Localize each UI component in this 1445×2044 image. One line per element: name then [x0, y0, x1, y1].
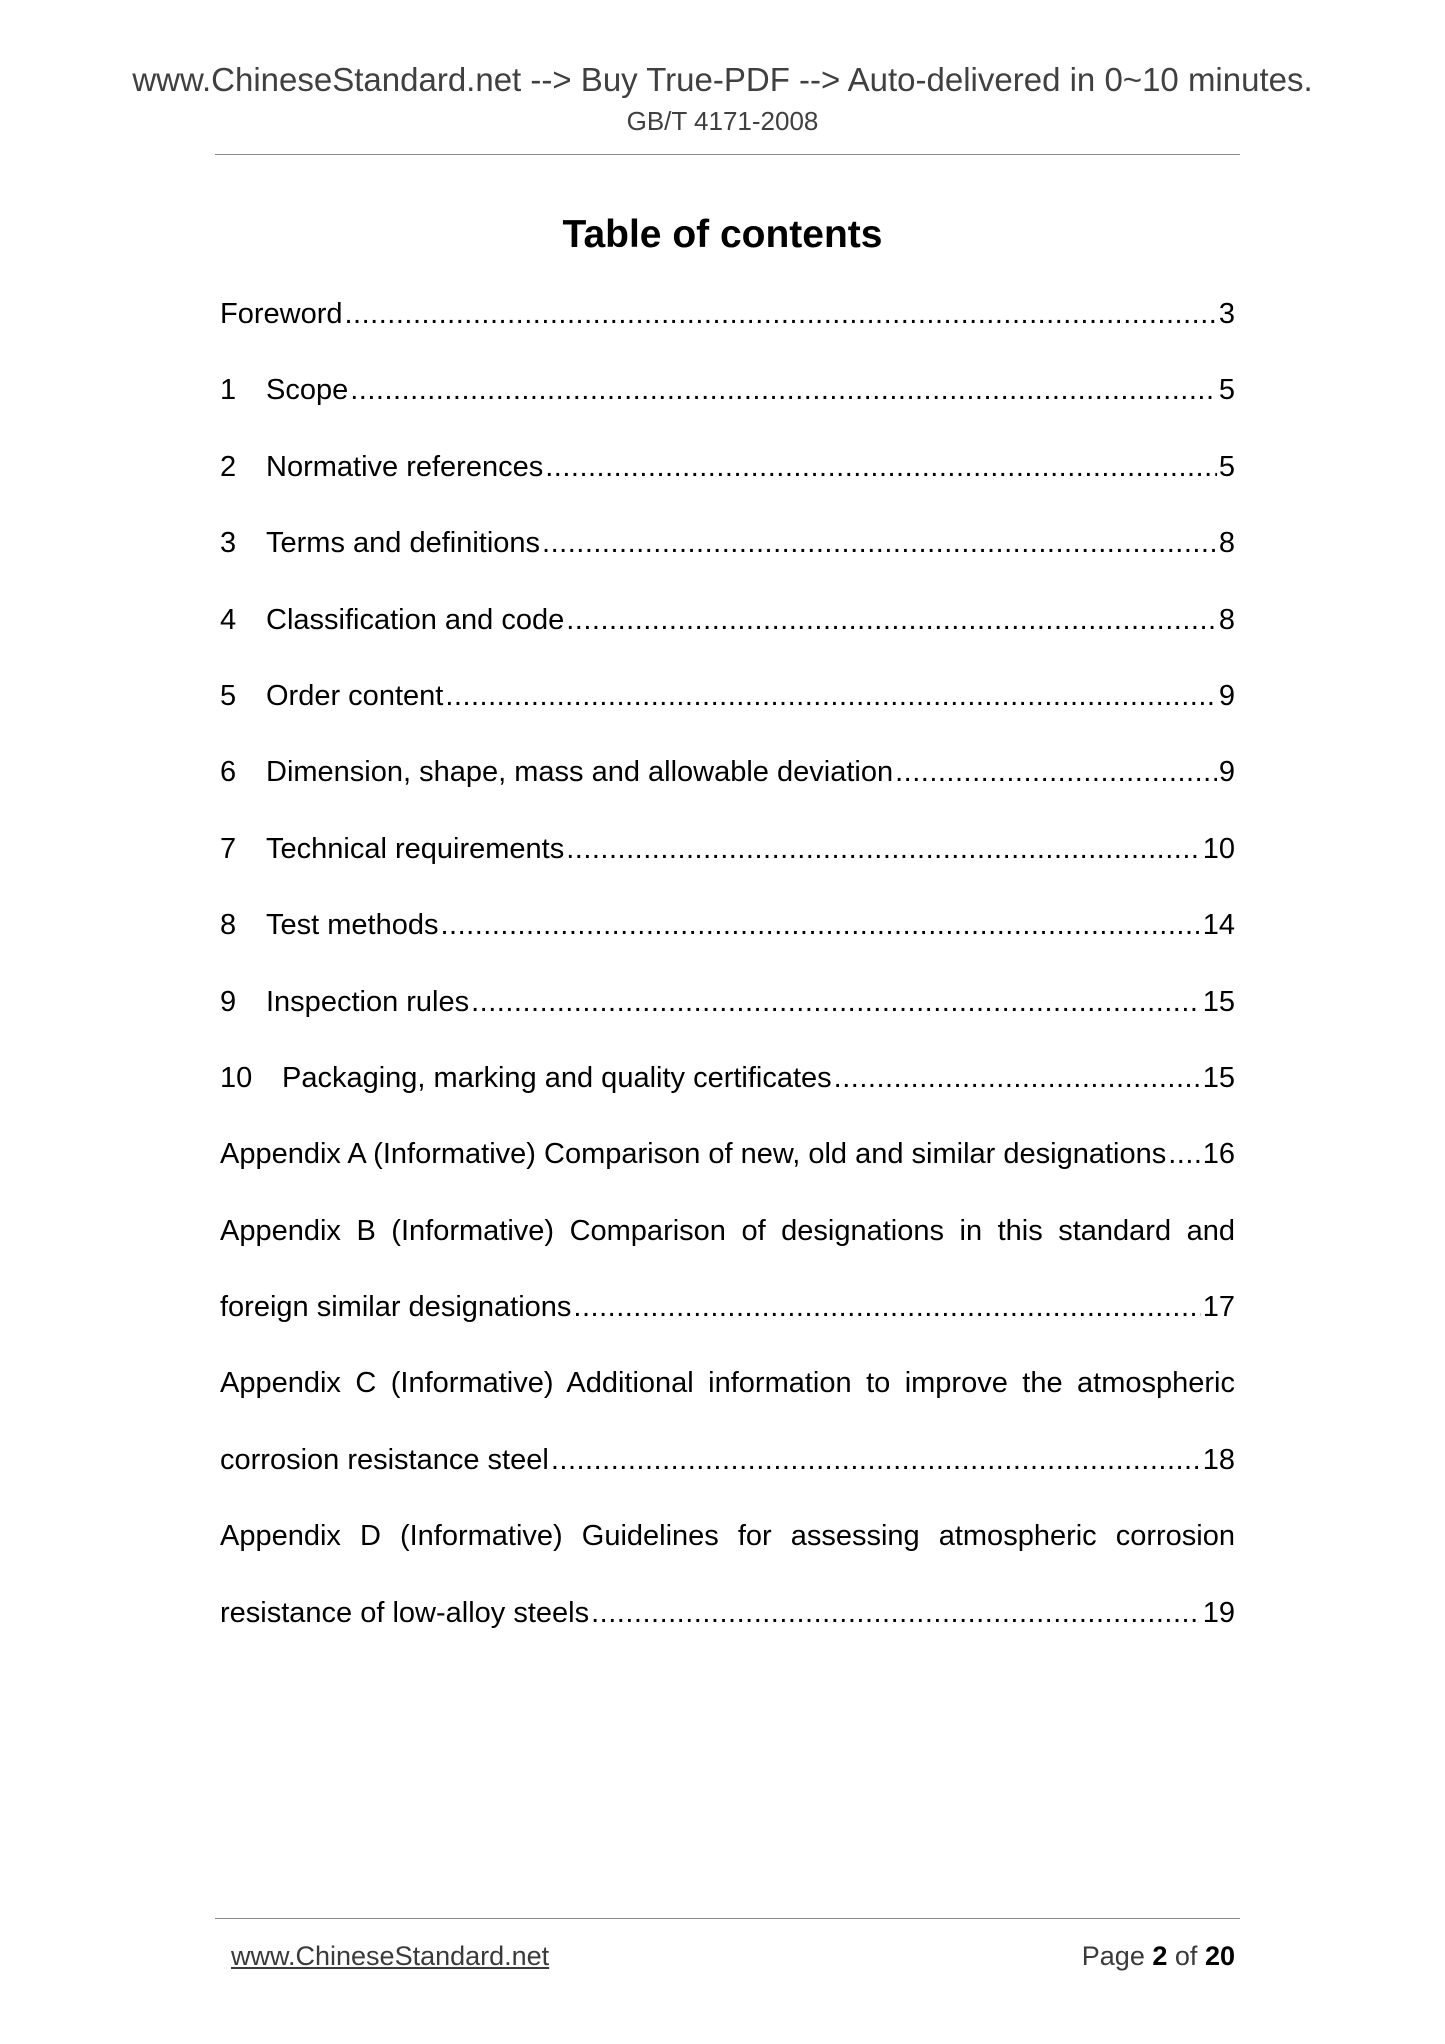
toc-entry-appendix-c[interactable]: [220, 1361, 1235, 1437]
toc-entry-label: Classification and code: [266, 603, 565, 636]
toc-entry-page: 15: [1202, 985, 1235, 1018]
toc-entry-foreword[interactable]: [220, 292, 1235, 368]
page-total: 20: [1204, 1941, 1235, 1971]
toc-entry-label: Packaging, marking and quality certificates: [282, 1061, 832, 1094]
toc-entry-page: 17: [1202, 1291, 1235, 1324]
toc-entry-classification-code[interactable]: [220, 598, 1235, 674]
toc-entry-page: 8: [1218, 527, 1235, 560]
toc-entry-number: 7: [220, 832, 237, 865]
toc-entry-page: 9: [1218, 756, 1235, 789]
toc-entry-page: 5: [1218, 450, 1235, 483]
toc-entry-label: Test methods: [266, 909, 439, 942]
toc-entry-number: 1: [220, 374, 237, 407]
toc-entry-label-continued: corrosion resistance steel: [220, 1438, 549, 1482]
toc-entry-label: Appendix C (Informative) Additional information to improve the atmospheric: [220, 1367, 1235, 1400]
page-header: [0, 58, 1445, 138]
toc-title: Table of contents: [562, 213, 883, 256]
toc-entry-inspection-rules[interactable]: [220, 980, 1235, 1056]
footer-divider: [215, 1918, 1240, 1919]
toc-entry-label: Normative references: [266, 450, 544, 483]
toc-dot-leader: [471, 980, 1201, 1024]
footer-page-number: [1082, 1938, 1235, 1974]
toc-dot-leader: [440, 903, 1200, 947]
toc-entry-page: 9: [1218, 679, 1235, 712]
toc-entry-appendix-c-continued[interactable]: [220, 1438, 1235, 1514]
toc-dot-leader: [566, 598, 1217, 642]
toc-entry-number: 5: [220, 679, 237, 712]
toc-dot-leader: [1168, 1132, 1201, 1176]
toc-dot-leader: [350, 368, 1217, 412]
toc-dot-leader: [566, 827, 1201, 871]
toc-entry-number: 4: [220, 603, 237, 636]
toc-entry-label: Order content: [266, 679, 444, 712]
table-of-contents: [220, 292, 1235, 1667]
toc-entry-number: 3: [220, 527, 237, 560]
toc-entry-appendix-b-continued[interactable]: [220, 1285, 1235, 1361]
toc-entry-page: 14: [1202, 909, 1235, 942]
toc-entry-normative-references[interactable]: [220, 445, 1235, 521]
toc-entry-page: 19: [1202, 1596, 1235, 1629]
toc-dot-leader: [573, 1285, 1200, 1329]
toc-entry-terms-definitions[interactable]: [220, 521, 1235, 597]
toc-entry-label: Inspection rules: [266, 985, 470, 1018]
toc-entry-page: 15: [1202, 1061, 1235, 1094]
toc-entry-test-methods[interactable]: [220, 903, 1235, 979]
toc-dot-leader: [895, 750, 1217, 794]
footer-site-link[interactable]: www.ChineseStandard.net: [231, 1941, 550, 1971]
toc-entry-page: 16: [1202, 1138, 1235, 1171]
toc-entry-packaging-marking[interactable]: [220, 1056, 1235, 1132]
toc-entry-label: Appendix A (Informative) Comparison of new, old and similar designations: [220, 1132, 1166, 1176]
toc-entry-page: 3: [1218, 298, 1235, 330]
toc-entry-label: Appendix B (Informative) Comparison of designations in this standard and: [220, 1214, 1235, 1247]
toc-dot-leader: [591, 1591, 1201, 1635]
page-current: 2: [1152, 1941, 1168, 1971]
toc-entry-label: Scope: [266, 374, 349, 407]
toc-entry-label: Technical requirements: [266, 832, 565, 865]
toc-entry-number: 2: [220, 450, 237, 483]
page-of: of: [1174, 1941, 1198, 1971]
toc-entry-number: 8: [220, 909, 237, 942]
toc-entry-dimension-shape[interactable]: [220, 750, 1235, 826]
toc-entry-number: 9: [220, 985, 237, 1018]
toc-dot-leader: [551, 1438, 1201, 1482]
toc-entry-appendix-d-continued[interactable]: [220, 1591, 1235, 1667]
toc-entry-label-continued: resistance of low-alloy steels: [220, 1591, 589, 1635]
toc-entry-technical-requirements[interactable]: [220, 827, 1235, 903]
toc-entry-scope[interactable]: [220, 368, 1235, 444]
toc-entry-order-content[interactable]: [220, 674, 1235, 750]
toc-entry-number: 6: [220, 756, 237, 789]
toc-entry-label: Dimension, shape, mass and allowable deviation: [266, 756, 894, 789]
toc-dot-leader: [542, 521, 1217, 565]
toc-entry-label-continued: foreign similar designations: [220, 1285, 571, 1329]
page-prefix: Page: [1081, 1941, 1145, 1971]
toc-entry-appendix-a[interactable]: [220, 1132, 1235, 1208]
toc-entry-label: Foreword: [220, 292, 343, 336]
toc-entry-appendix-d[interactable]: [220, 1514, 1235, 1590]
toc-dot-leader: [545, 445, 1217, 489]
header-standard-code: GB/T 4171-2008: [626, 106, 819, 136]
toc-dot-leader: [834, 1056, 1201, 1100]
toc-entry-label: Appendix D (Informative) Guidelines for assessing atmospheric corrosion: [220, 1520, 1235, 1553]
toc-entry-label: Terms and definitions: [266, 527, 541, 560]
toc-entry-page: 5: [1218, 374, 1235, 407]
toc-entry-number: 10: [220, 1061, 253, 1094]
toc-dot-leader: [345, 292, 1217, 336]
toc-entry-appendix-b[interactable]: [220, 1209, 1235, 1285]
toc-dot-leader: [445, 674, 1217, 718]
header-divider: [215, 154, 1240, 155]
toc-entry-page: 10: [1202, 832, 1235, 865]
header-promo-text: www.ChineseStandard.net --> Buy True-PDF --> Auto-delivered in 0~10 minutes.: [132, 61, 1313, 98]
toc-entry-page: 8: [1218, 603, 1235, 636]
toc-entry-page: 18: [1202, 1443, 1235, 1476]
